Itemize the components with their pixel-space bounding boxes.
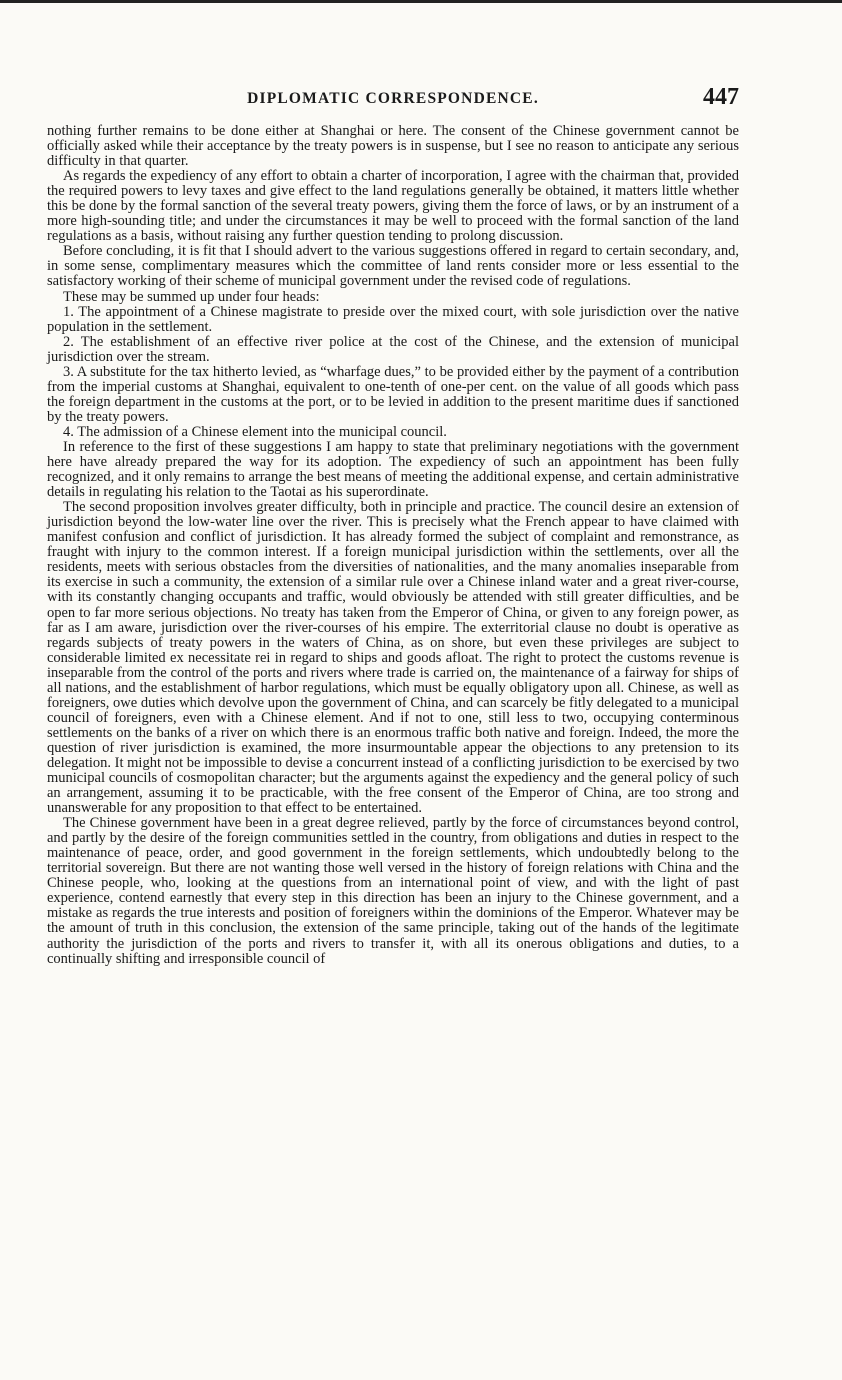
running-title: DIPLOMATIC CORRESPONDENCE.: [247, 90, 539, 107]
paragraph: The Chinese government have been in a great degree relieved, partly by the force of circumstances beyond control, and partly by the desire of the foreign communities settled in the country, from obligations and duties in respect to the maintenance of peace, order, and good government in the foreign settlements, which undoubtedly belong to the territorial sovereign. But there are not wanting those well versed in the history of foreign relations with China and the Chinese people, who, looking at the questions from an international point of view, and with the light of past experience, contend earnestly that every step in this direction has been an injury to the Chinese government, and a mistake as regards the true interests and position of foreigners within the dominions of the Emperor. Whatever may be the amount of truth in this conclusion, the extension of the same principle, taking out of the hands of the legitimate authority the jurisdiction of the ports and rivers to transfer it, with all its onerous obligations and duties, to a continually shifting and irresponsible council of: [47, 815, 739, 967]
paragraph: Before concluding, it is fit that I should advert to the various suggestions offered in regard to certain secondary, and, in some sense, complimentary measures which the committee of land rents consider more or less essential to the satisfactory working of their scheme of municipal government under the revised code of regulations.: [47, 243, 739, 290]
list-item: 4. The admission of a Chinese element into the municipal council.: [63, 423, 447, 440]
paragraph: These may be summed up under four heads:: [63, 288, 320, 305]
page: [47, 84, 739, 967]
paragraph: In reference to the first of these suggestions I am happy to state that preliminary negotiations with the government here have already prepared the way for its adoption. The expediency of such an appointment has been fully recognized, and it only remains to arrange the best means of meeting the additional expense, and certain administrative details in regulating his relation to the Taotai as his superordinate.: [47, 438, 739, 501]
page-header: [47, 84, 739, 124]
paragraph: As regards the expediency of any effort to obtain a charter of incorporation, I agree with the chairman that, provided the required powers to levy taxes and give effect to the land regulations generally be obtained, it matters little whether this be done by the formal sanction of the several treaty powers, giving them the force of laws, or by an instrument of a more high-sounding title; and under the circumstances it may be well to proceed with the formal sanction of the land regulations as a basis, without raising any further question tending to prolong discussion.: [47, 168, 739, 245]
paragraph: nothing further remains to be done either at Shanghai or here. The consent of the Chinese government cannot be officially asked while their acceptance by the treaty powers is in suspense, but I see no reason to anticipate any serious difficulty in that quarter.: [47, 123, 739, 170]
list-item: 2. The establishment of an effective river police at the cost of the Chinese, and the extension of municipal jurisdiction over the stream.: [47, 333, 739, 365]
list-item: 3. A substitute for the tax hitherto levied, as “wharfage dues,” to be provided either by the payment of a contribution from the imperial customs at Shanghai, equivalent to one-tenth of one-per cent. on the value of all goods which pass the foreign department in the customs at the port, or to be levied in addition to the present maritime dues if sanctioned by the treaty powers.: [47, 363, 739, 425]
top-rule: [0, 0, 842, 3]
page-number: 447: [703, 84, 739, 110]
body-text: [47, 124, 739, 967]
paragraph: The second proposition involves greater difficulty, both in principle and practice. The council desire an extension of jurisdiction beyond the low-water line over the river. This is precisely what the French appear to have claimed with manifest confusion and conflict of jurisdiction. It has already formed the subject of complaint and remonstrance, as fraught with injury to the common interest. If a foreign municipal jurisdiction within the settlements, over all the residents, meets with serious obstacles from the diversities of nationalities, and the many anomalies inseparable from its exercise in such a community, the extension of a similar rule over a Chinese inland water and a great river-course, with its constantly changing occupants and traffic, would obviously be attended with still greater difficulties, and be open to far more serious objections. No treaty has taken from the Emperor of China, or given to any foreign power, as far as I am aware, jurisdiction over the river-courses of his empire. The exterritorial clause no doubt is operative as regards subjects of treaty powers in the waters of China, as on shore, but even these privileges are subject to considerable limited ex necessitate rei in regard to ships and goods afloat. The right to protect the customs revenue is inseparable from the control of the ports and rivers where trade is carried on, the maintenance of a fairway for ships of all nations, and the establishment of harbor regulations, which must be equally obligatory upon all. Chinese, as well as foreigners, owe duties which devolve upon the government of China, and can scarcely be fitly delegated to a municipal council of foreigners, even with a Chinese element. And if not to one, still less to two, occupying conterminous settlements on the banks of a river on which there is an enormous traffic both native and foreign. Indeed, the more the question of river jurisdiction is examined, the more insurmountable appear the objections to any pretension to its delegation. It might not be impossible to devise a concurrent instead of a conflicting jurisdiction to be exercised by two municipal councils of cosmopolitan character; but the arguments against the expediency and the general policy of such an arrangement, assuming it to be practicable, with the free consent of the Emperor of China, are too strong and unanswerable for any proposition to that effect to be entertained.: [47, 499, 739, 817]
list-item: 1. The appointment of a Chinese magistrate to preside over the mixed court, with sole jurisdiction over the native population in the settlement.: [47, 303, 739, 335]
